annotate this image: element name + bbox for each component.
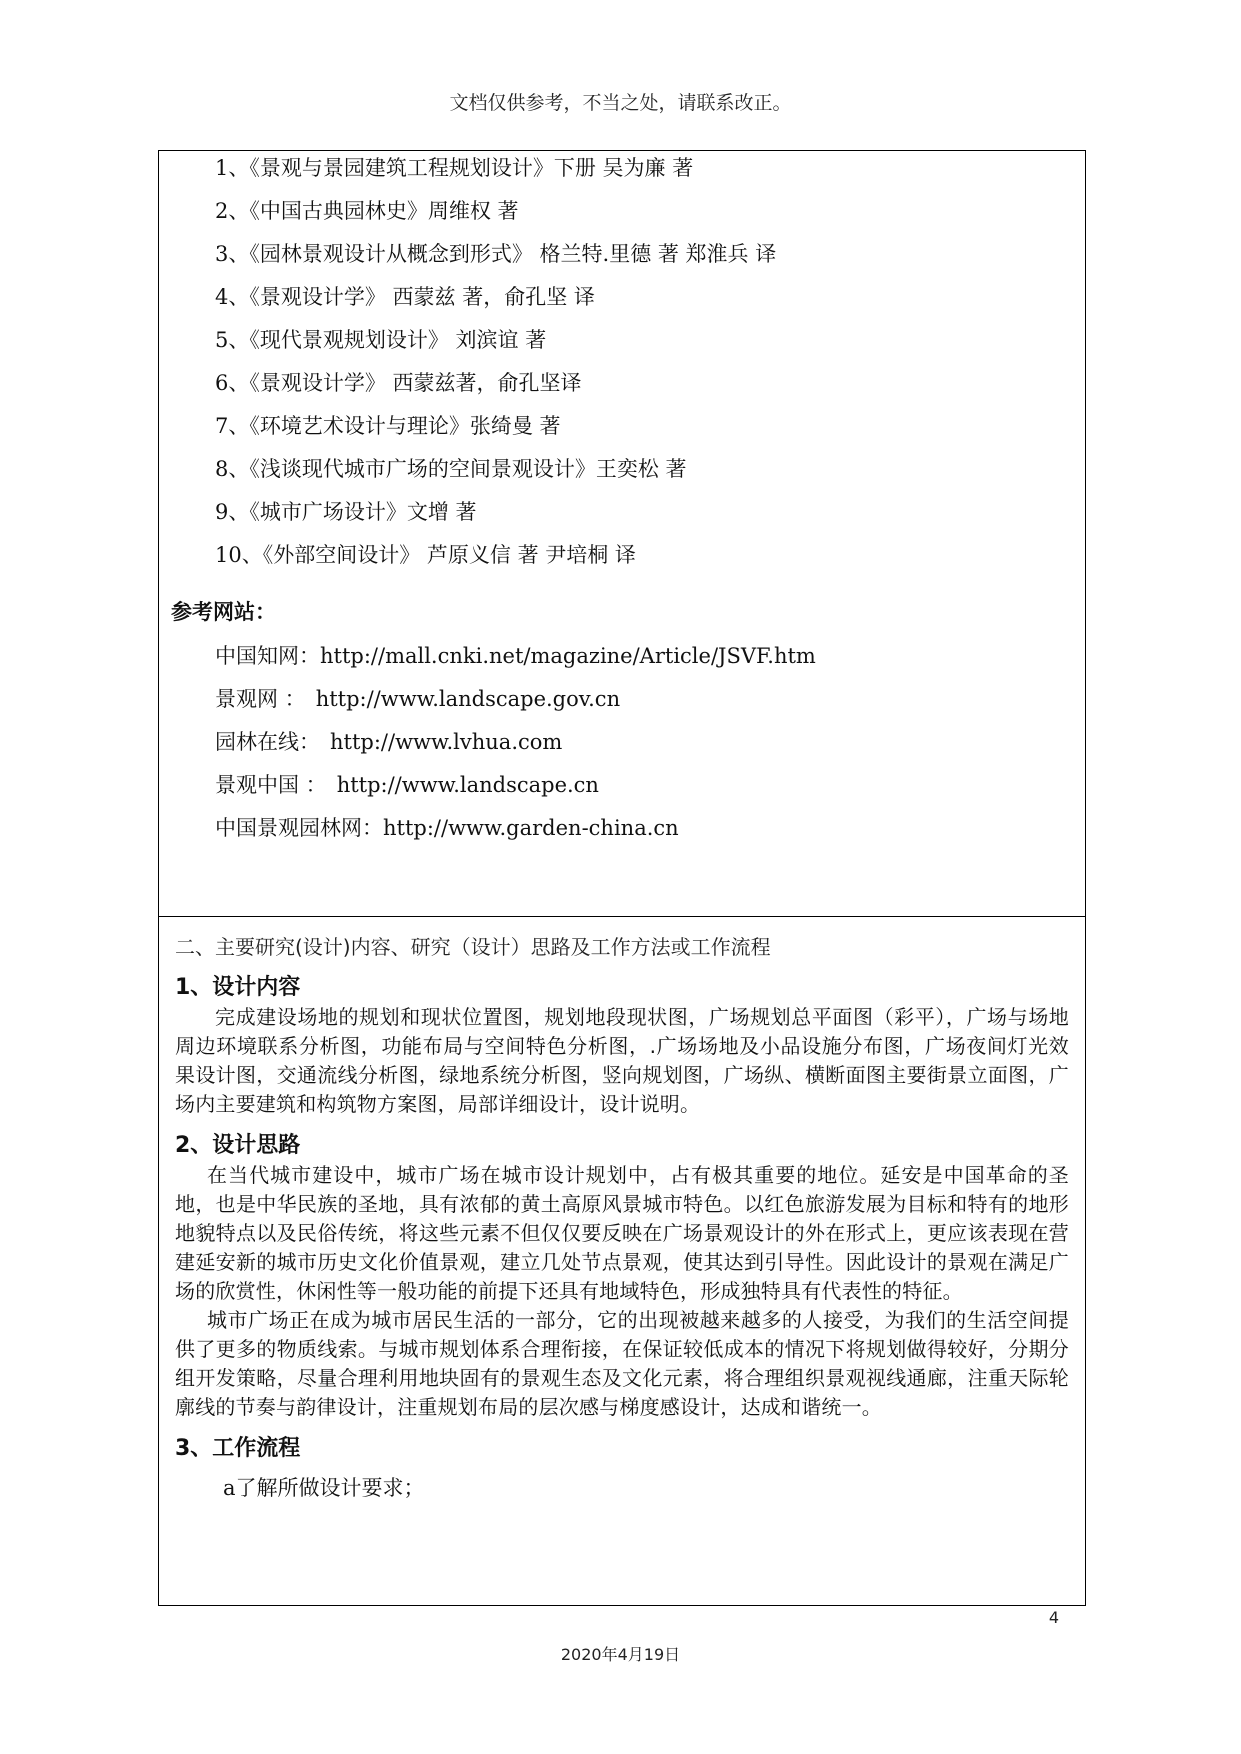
website-item — [215, 725, 816, 768]
design-idea-heading: 2、设计思路 — [175, 1133, 301, 1158]
workflow-heading: 3、工作流程 — [175, 1436, 301, 1461]
header-note: 文档仅供参考，不当之处，请联系改正。 — [449, 92, 792, 114]
website-url[interactable]: http://www.landscape.cn — [336, 773, 599, 797]
website-name: 中国知网： — [215, 644, 320, 668]
list-item: 4、《景观设计学》 西蒙兹 著，俞孔坚 译 — [215, 285, 595, 309]
website-item — [215, 639, 816, 682]
list-item: 7、《环境艺术设计与理论》张绮曼 著 — [215, 414, 561, 438]
research-content-cell — [159, 933, 1085, 1605]
document-table — [158, 150, 1086, 1606]
website-item — [215, 811, 816, 854]
list-item: 1、《景观与景园建筑工程规划设计》下册 吴为廉 著 — [215, 156, 694, 180]
list-item: 6、《景观设计学》 西蒙兹著，俞孔坚译 — [215, 371, 582, 395]
section-title: 二、主要研究(设计)内容、研究（设计）思路及工作方法或工作流程 — [175, 935, 771, 959]
footer-date: 2020年4月19日 — [560, 1645, 681, 1664]
page-number: 4 — [1048, 1608, 1059, 1627]
website-name: 景观中国 ： — [215, 773, 327, 797]
design-idea-paragraph: 在当代城市建设中，城市广场在城市设计规划中，占有极其重要的地位。延安是中国革命的圣地，也是中华民族的圣地，具有浓郁的黄土高原风景城市特色。以红色旅游发展为目标和特有的地形地貌特点以及民俗传统，将这些元素不但仅仅要反映在广场景观设计的外在形式上，更应该表现在营建延安新的城市历史文化价值景观，建立几处节点景观，使其达到引导性。因此设计的景观在满足广场的欣赏性，休闲性等一般功能的前提下还具有地域特色，形成独特具有代表性的特征。 — [175, 1163, 1069, 1303]
list-item: 2、《中国古典园林史》周维权 著 — [215, 199, 519, 223]
design-idea-paragraph: 城市广场正在成为城市居民生活的一部分，它的出现被越来越多的人接受，为我们的生活空间提供了更多的物质线索。与城市规划体系合理衔接，在保证较低成本的情况下将规划做得较好，分期分组开发策略，尽量合理利用地块固有的景观生态及文化元素，将合理组织景观视线通廊，注重天际轮廓线的节奏与韵律设计，注重规划布局的层次感与梯度感设计，达成和谐统一。 — [175, 1308, 1069, 1419]
website-name: 园林在线： — [215, 730, 320, 754]
website-url[interactable]: http://www.garden-china.cn — [383, 816, 679, 840]
design-content-text: 完成建设场地的规划和现状位置图，规划地段现状图，广场规划总平面图（彩平），广场与场地周边环境联系分析图，功能布局与空间特色分析图，.广场场地及小品设施分布图，广场夜间灯光效果设计图，交通流线分析图，绿地系统分析图，竖向规划图，广场纵、横断面图主要街景立面图，广场内主要建筑和构筑物方案图，局部详细设计，设计说明。 — [175, 1005, 1069, 1116]
list-item: 10、《外部空间设计》 芦原义信 著 尹培桐 译 — [215, 543, 636, 567]
website-url[interactable]: http://www.lvhua.com — [330, 730, 563, 754]
website-name: 中国景观园林网： — [215, 816, 383, 840]
website-url[interactable]: http://www.landscape.gov.cn — [315, 687, 621, 711]
website-url[interactable]: http://mall.cnki.net/magazine/Article/JSVF.htm — [320, 644, 816, 668]
list-item: 5、《现代景观规划设计》 刘滨谊 著 — [215, 328, 547, 352]
website-list — [215, 639, 816, 854]
website-item — [215, 768, 816, 811]
list-item: 3、《园林景观设计从概念到形式》 格兰特.里德 著 郑淮兵 译 — [215, 242, 777, 266]
reference-list — [215, 151, 776, 581]
website-item — [215, 682, 816, 725]
website-name: 景观网 ： — [215, 687, 306, 711]
list-item: 8、《浅谈现代城市广场的空间景观设计》王奕松 著 — [215, 457, 687, 481]
design-content-heading: 1、设计内容 — [175, 975, 301, 1000]
workflow-step: a了解所做设计要求； — [223, 1476, 425, 1500]
references-cell — [159, 151, 1085, 917]
websites-heading: 参考网站： — [171, 600, 276, 624]
list-item: 9、《城市广场设计》文增 著 — [215, 500, 477, 524]
